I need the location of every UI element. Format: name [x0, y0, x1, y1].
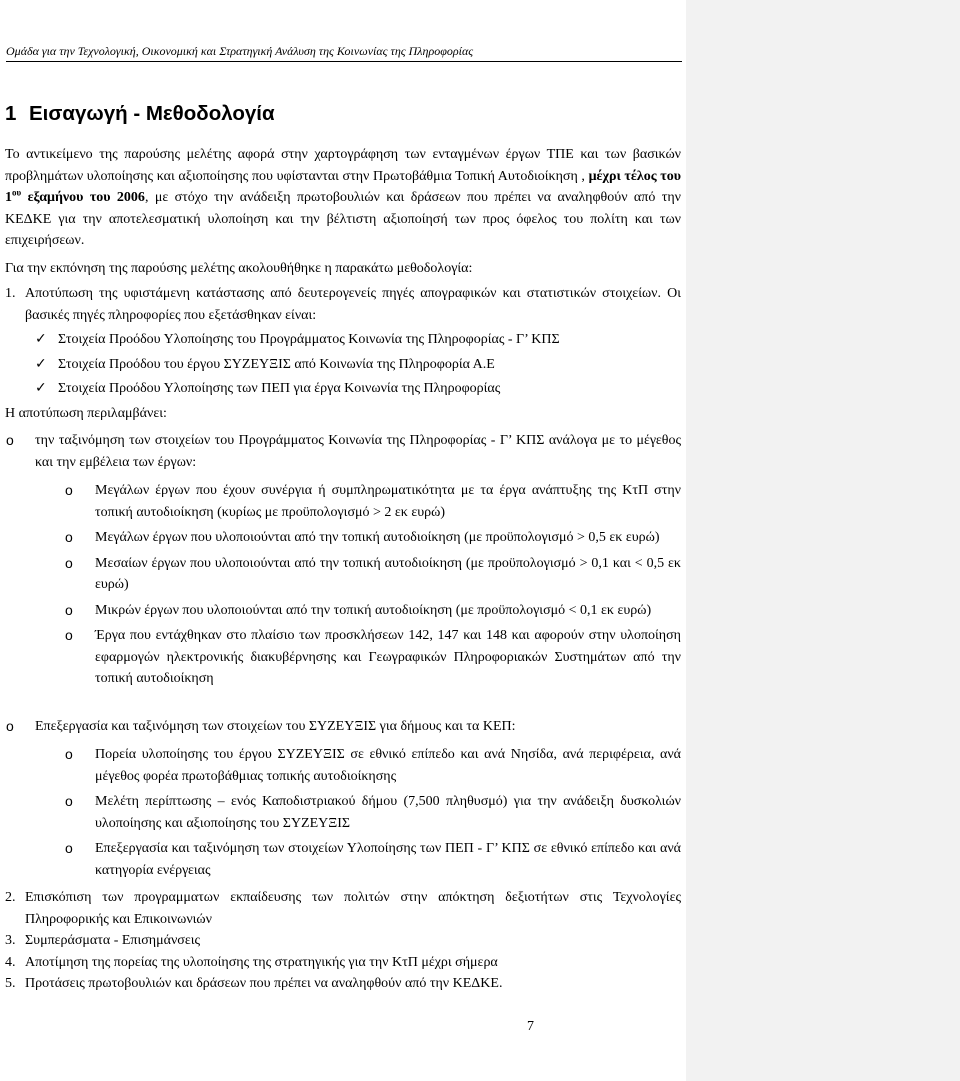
- circle-bullet-icon: o: [6, 717, 14, 734]
- processing-text: Επεξεργασία και ταξινόμηση των στοιχείων του ΣΥΖΕΥΞΙΣ για δήμους και τα ΚΕΠ:: [35, 718, 516, 734]
- source-text: Στοιχεία Προόδου Υλοποίησης των ΠΕΠ για έργα Κοινωνία της Πληροφορίας: [58, 381, 501, 396]
- section-number: 1: [5, 102, 17, 125]
- sublist-text: Πορεία υλοποίησης του έργου ΣΥΖΕΥΞΙΣ σε εθνικό επίπεδο και ανά Νησίδα, ανά περιφέρεια, ανά μέγεθος φορέα πρωτοβάθμιας τοπικής αυτοδιοίκησης: [95, 747, 681, 784]
- section-heading: [5, 100, 681, 128]
- check-icon: ✓: [35, 331, 47, 347]
- list-item: [5, 378, 681, 400]
- processing-item: [5, 716, 681, 738]
- sublist-text: Μελέτη περίπτωσης – ενός Καποδιστριακού δήμου (7,500 πληθυσμό) για την ανάδειξη δυσκολιών υλοποίησης και αξιοποίησης του ΣΥΖΕΥΞΙΣ: [95, 794, 681, 831]
- sublist-text: Μεγάλων έργων που έχουν συνέργια ή συμπληρωματικότητα με τα έργα ανάπτυξης της ΚτΠ στην τοπική αυτοδιοίκηση (κυρίως με προϋπολογισμό > 2 εκ ευρώ): [95, 483, 681, 520]
- intro-text-2: , με στόχο την ανάδειξη πρωτοβουλιών και δράσεων που πρέπει να αναληφθούν από την ΚΕΔΚΕ για την αποτελεσματική υλοποίηση και την βέλτιστη αξιοποίησή των προς όφελος του πολίτη και των επιχειρήσεων.: [5, 190, 682, 248]
- circle-bullet-icon: o: [65, 482, 73, 498]
- remaining-steps: [5, 887, 681, 995]
- circle-bullet-icon: o: [65, 746, 73, 762]
- list-item: [5, 553, 681, 596]
- intro-paragraph: [5, 144, 681, 252]
- source-text: Στοιχεία Προόδου Υλοποίησης του Προγράμματος Κοινωνία της Πληροφορίας - Γ’ ΚΠΣ: [58, 332, 560, 347]
- step-number: 5.: [5, 976, 16, 991]
- classification-sublist: [5, 480, 681, 690]
- sources-list: [5, 329, 681, 400]
- step-number: 4.: [5, 954, 16, 970]
- circle-bullet-icon: o: [65, 601, 73, 618]
- step-text: Επισκόπιση των προγραμματων εκπαίδευσης των πολιτών στην απόκτηση δεξιοτήτων στις Τεχνολογίες Πληροφορικής και Επικοινωνιών: [25, 890, 681, 927]
- running-header: Ομάδα για την Τεχνολογική, Οικονομική και Στρατηγική Ανάλυση της Κοινωνίας της Πληροφορίας: [6, 44, 682, 62]
- step-number: 1.: [5, 286, 16, 301]
- processing-sublist: [5, 744, 681, 881]
- step-number: 3.: [5, 933, 16, 948]
- circle-bullet-icon: o: [6, 432, 14, 448]
- intro-bold-1: μέχρι τέλος του 1: [5, 168, 682, 205]
- sublist-text: Μεσαίων έργων που υλοποιούνται από την τοπική αυτοδιοίκηση (με προϋπολογισμό > 0,1 και < 0,5 εκ ευρώ): [95, 555, 681, 592]
- list-item: [5, 625, 681, 690]
- step-4: [5, 952, 681, 974]
- list-item: [5, 329, 681, 351]
- section-title: Εισαγωγή - Μεθοδολογία: [29, 102, 275, 125]
- list-item: [5, 480, 681, 523]
- classification-text: την ταξινόμηση των στοιχείων του Προγράμματος Κοινωνία της Πληροφορίας - Γ’ ΚΠΣ ανάλογα με το μέγεθος και την εμβέλεια των έργων:: [35, 433, 681, 470]
- circle-bullet-icon: o: [65, 529, 73, 545]
- list-item: [5, 744, 681, 787]
- circle-bullet-icon: o: [65, 840, 73, 856]
- circle-bullet-icon: o: [65, 793, 73, 809]
- list-item: [5, 527, 681, 549]
- intro-bold-2: εξαμήνου του 2006: [21, 190, 145, 205]
- circle-bullet-icon: o: [65, 627, 73, 643]
- document-body: [5, 100, 681, 995]
- list-item: [5, 791, 681, 834]
- step-text: Συμπεράσματα - Επισημάνσεις: [25, 933, 201, 948]
- sublist-text: Έργα που εντάχθηκαν στο πλαίσιο των προσκλήσεων 142, 147 και 148 και αφορούν στην υλοποίηση εφαρμογών ηλεκτρονικής διακυβέρνησης και Γεωγραφικών Πληροφοριακών Συστημάτων από την τοπική αυτοδιοίκηση: [95, 628, 681, 686]
- sublist-text: Μικρών έργων που υλοποιούνται από την τοπική αυτοδιοίκηση (με προϋπολογισμό < 0,1 εκ ευρώ): [95, 602, 652, 618]
- step-text: Αποτίμηση της πορείας της υλοποίησης της στρατηγικής για την ΚτΠ μέχρι σήμερα: [25, 954, 498, 970]
- check-icon: ✓: [35, 380, 47, 396]
- intro-superscript: ου: [12, 187, 22, 198]
- intro-text-1: Το αντικείμενο της παρούσης μελέτης αφορά στην χαρτογράφηση των ενταγμένων έργων ΤΠΕ και των βασικών προβλημάτων υλοποίησης και αξιοποίησης που υφίστανται στην Πρωτοβάθμια Τοπική Αυτοδιοίκηση ,: [5, 147, 681, 184]
- classification-item: [5, 430, 681, 473]
- sublist-text: Επεξεργασία και ταξινόμηση των στοιχείων Υλοποίησης των ΠΕΠ - Γ’ ΚΠΣ σε εθνικό επίπεδο και ανά κατηγορία ενέργειας: [95, 841, 681, 878]
- comment-margin-pane: [686, 0, 960, 1081]
- step-1: [5, 283, 681, 326]
- methodology-lead: Για την εκπόνηση της παρούσης μελέτης ακολουθήθηκε η παρακάτω μεθοδολογία:: [5, 260, 473, 276]
- source-text: Στοιχεία Προόδου του έργου ΣΥΖΕΥΞΙΣ από Κοινωνία της Πληροφορία Α.Ε: [58, 356, 495, 372]
- check-icon: ✓: [35, 355, 47, 372]
- list-item: [5, 838, 681, 881]
- step-text: Αποτύπωση της υφιστάμενη κατάστασης από δευτερογενείς πηγές απογραφικών και στατιστικών στοιχείων. Οι βασικές πηγές πληροφορίες που εξετάσθηκαν είναι:: [25, 286, 681, 323]
- includes-label: Η αποτύπωση περιλαμβάνει:: [5, 405, 167, 421]
- step-2: [5, 887, 681, 930]
- step-5: [5, 973, 681, 995]
- circle-bullet-icon: o: [65, 554, 73, 571]
- page-number: 7: [527, 1019, 534, 1034]
- list-item: [5, 354, 681, 376]
- step-text: Προτάσεις πρωτοβουλιών και δράσεων που πρέπει να αναληφθούν από την ΚΕΔΚΕ.: [25, 976, 503, 991]
- step-3: [5, 930, 681, 952]
- step-number: 2.: [5, 890, 16, 905]
- sublist-text: Μεγάλων έργων που υλοποιούνται από την τοπική αυτοδιοίκηση (με προϋπολογισμό > 0,5 εκ ευρώ): [95, 530, 660, 545]
- list-item: [5, 600, 681, 622]
